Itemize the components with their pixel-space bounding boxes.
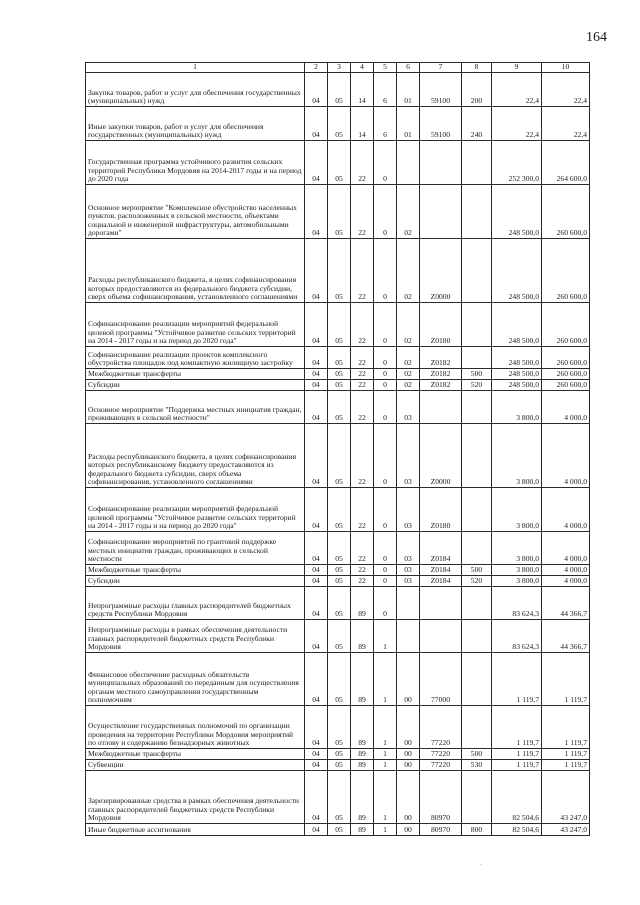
code-cell: 00 bbox=[397, 770, 420, 823]
code-cell bbox=[462, 652, 492, 705]
code-cell bbox=[420, 586, 462, 619]
code-cell bbox=[462, 302, 492, 346]
amount-cell: 248 500,0 bbox=[492, 368, 542, 379]
amount-cell: 1 119,7 bbox=[542, 748, 590, 759]
amount-cell: 248 500,0 bbox=[492, 302, 542, 346]
code-cell: Z0000 bbox=[420, 238, 462, 302]
code-cell bbox=[462, 423, 492, 487]
amount-cell: 3 800,0 bbox=[492, 575, 542, 586]
code-cell: 77000 bbox=[420, 652, 462, 705]
amount-cell: 4 000,0 bbox=[542, 531, 590, 564]
code-cell: 05 bbox=[328, 302, 351, 346]
code-cell: 77220 bbox=[420, 748, 462, 759]
code-cell bbox=[462, 705, 492, 748]
table-row bbox=[86, 759, 590, 770]
code-cell: 530 bbox=[462, 759, 492, 770]
amount-cell: 3 800,0 bbox=[492, 390, 542, 423]
code-cell: 0 bbox=[374, 423, 397, 487]
code-cell: 05 bbox=[328, 379, 351, 390]
code-cell: 04 bbox=[305, 575, 328, 586]
code-cell: 22 bbox=[351, 368, 374, 379]
column-header: 6 bbox=[397, 63, 420, 73]
column-header: 8 bbox=[462, 63, 492, 73]
code-cell bbox=[462, 238, 492, 302]
code-cell: 00 bbox=[397, 748, 420, 759]
amount-cell: 260 600,0 bbox=[542, 238, 590, 302]
code-cell bbox=[462, 619, 492, 652]
code-cell: 89 bbox=[351, 652, 374, 705]
code-cell: 05 bbox=[328, 652, 351, 705]
code-cell: Z0184 bbox=[420, 531, 462, 564]
amount-cell: 260 600,0 bbox=[542, 346, 590, 368]
row-name-cell: Межбюджетные трансферты bbox=[86, 564, 305, 575]
code-cell bbox=[462, 487, 492, 531]
row-name-cell: Субсидии bbox=[86, 379, 305, 390]
code-cell: 00 bbox=[397, 652, 420, 705]
code-cell: 00 bbox=[397, 705, 420, 748]
code-cell: 89 bbox=[351, 586, 374, 619]
row-name-cell: Расходы республиканского бюджета, в целях софинансирования которых республиканскому бюджету предоставляются из федерального бюджета субсидии, сверх объема софинансирования, установленного соглашениями bbox=[86, 423, 305, 487]
row-name-cell: Закупка товаров, работ и услуг для обеспечения государственных (муниципальных) нужд bbox=[86, 72, 305, 106]
code-cell: 77220 bbox=[420, 759, 462, 770]
header-row bbox=[86, 63, 590, 73]
code-cell: 04 bbox=[305, 72, 328, 106]
table-row bbox=[86, 748, 590, 759]
code-cell: 22 bbox=[351, 238, 374, 302]
row-name-cell: Субвенции bbox=[86, 759, 305, 770]
table-body bbox=[86, 72, 590, 835]
code-cell: Z0180 bbox=[420, 302, 462, 346]
code-cell: 00 bbox=[397, 823, 420, 835]
code-cell: 05 bbox=[328, 238, 351, 302]
code-cell: 89 bbox=[351, 823, 374, 835]
code-cell bbox=[462, 346, 492, 368]
row-name-cell: Межбюджетные трансферты bbox=[86, 748, 305, 759]
code-cell bbox=[462, 140, 492, 184]
amount-cell: 82 504,6 bbox=[492, 770, 542, 823]
row-name-cell: Зарезервированные средства в рамках обеспечения деятельности главных распорядителей бюджетных средств Республики Мордовия bbox=[86, 770, 305, 823]
row-name-cell: Субсидии bbox=[86, 575, 305, 586]
code-cell: 05 bbox=[328, 759, 351, 770]
code-cell: 22 bbox=[351, 390, 374, 423]
amount-cell: 264 600,0 bbox=[542, 140, 590, 184]
amount-cell: 1 119,7 bbox=[492, 759, 542, 770]
code-cell: 05 bbox=[328, 390, 351, 423]
code-cell bbox=[462, 184, 492, 238]
code-cell: 04 bbox=[305, 531, 328, 564]
amount-cell: 22,4 bbox=[542, 106, 590, 140]
code-cell: 0 bbox=[374, 368, 397, 379]
code-cell: 1 bbox=[374, 759, 397, 770]
row-name-cell: Непрограммные расходы в рамках обеспечения деятельности главных распорядителей бюджетных средств Республики Мордовия bbox=[86, 619, 305, 652]
code-cell: 05 bbox=[328, 705, 351, 748]
code-cell: 200 bbox=[462, 72, 492, 106]
amount-cell: 83 624,3 bbox=[492, 619, 542, 652]
amount-cell: 260 600,0 bbox=[542, 368, 590, 379]
code-cell: 89 bbox=[351, 705, 374, 748]
amount-cell: 22,4 bbox=[492, 106, 542, 140]
table-row bbox=[86, 652, 590, 705]
code-cell: 02 bbox=[397, 238, 420, 302]
code-cell: 0 bbox=[374, 586, 397, 619]
table-row bbox=[86, 770, 590, 823]
code-cell: 02 bbox=[397, 379, 420, 390]
code-cell: 02 bbox=[397, 368, 420, 379]
code-cell: 05 bbox=[328, 368, 351, 379]
table-row bbox=[86, 575, 590, 586]
code-cell: 14 bbox=[351, 106, 374, 140]
code-cell bbox=[462, 770, 492, 823]
amount-cell: 1 119,7 bbox=[542, 759, 590, 770]
column-header: 9 bbox=[492, 63, 542, 73]
code-cell: 0 bbox=[374, 302, 397, 346]
code-cell: 03 bbox=[397, 564, 420, 575]
column-header: 5 bbox=[374, 63, 397, 73]
code-cell: 05 bbox=[328, 531, 351, 564]
page-number: 164 bbox=[586, 30, 607, 45]
column-header: 10 bbox=[542, 63, 590, 73]
table-row bbox=[86, 140, 590, 184]
row-name-cell: Иные бюджетные ассигнования bbox=[86, 823, 305, 835]
amount-cell: 3 800,0 bbox=[492, 564, 542, 575]
table-row bbox=[86, 302, 590, 346]
amount-cell: 44 366,7 bbox=[542, 619, 590, 652]
code-cell: 0 bbox=[374, 390, 397, 423]
code-cell bbox=[462, 390, 492, 423]
code-cell: 22 bbox=[351, 487, 374, 531]
code-cell: 0 bbox=[374, 564, 397, 575]
code-cell: 04 bbox=[305, 390, 328, 423]
table-row bbox=[86, 586, 590, 619]
code-cell: 04 bbox=[305, 770, 328, 823]
amount-cell: 44 366,7 bbox=[542, 586, 590, 619]
row-name-cell: Основное мероприятие "Поддержка местных инициатив граждан, проживающих в сельской местности" bbox=[86, 390, 305, 423]
code-cell: Z0000 bbox=[420, 423, 462, 487]
code-cell: 0 bbox=[374, 346, 397, 368]
code-cell: 89 bbox=[351, 748, 374, 759]
amount-cell: 248 500,0 bbox=[492, 238, 542, 302]
code-cell: 04 bbox=[305, 652, 328, 705]
amount-cell: 3 800,0 bbox=[492, 423, 542, 487]
code-cell: 89 bbox=[351, 619, 374, 652]
code-cell: 0 bbox=[374, 140, 397, 184]
code-cell: 04 bbox=[305, 238, 328, 302]
table-row bbox=[86, 564, 590, 575]
code-cell: 05 bbox=[328, 748, 351, 759]
code-cell: 0 bbox=[374, 575, 397, 586]
amount-cell: 3 800,0 bbox=[492, 487, 542, 531]
amount-cell: 248 500,0 bbox=[492, 379, 542, 390]
code-cell: 500 bbox=[462, 368, 492, 379]
code-cell: 04 bbox=[305, 140, 328, 184]
code-cell: 22 bbox=[351, 184, 374, 238]
code-cell: 80970 bbox=[420, 770, 462, 823]
table-row bbox=[86, 423, 590, 487]
code-cell: 22 bbox=[351, 302, 374, 346]
amount-cell: 22,4 bbox=[542, 72, 590, 106]
amount-cell: 22,4 bbox=[492, 72, 542, 106]
code-cell: 240 bbox=[462, 106, 492, 140]
code-cell: 520 bbox=[462, 575, 492, 586]
code-cell: 14 bbox=[351, 72, 374, 106]
code-cell: Z0180 bbox=[420, 487, 462, 531]
code-cell bbox=[462, 531, 492, 564]
amount-cell: 4 000,0 bbox=[542, 575, 590, 586]
code-cell bbox=[420, 390, 462, 423]
code-cell: 04 bbox=[305, 423, 328, 487]
code-cell: 03 bbox=[397, 575, 420, 586]
code-cell: 22 bbox=[351, 140, 374, 184]
amount-cell: 82 504,6 bbox=[492, 823, 542, 835]
code-cell bbox=[420, 184, 462, 238]
row-name-cell: Иные закупки товаров, работ и услуг для обеспечения государственных (муниципальных) нужд bbox=[86, 106, 305, 140]
code-cell: Z0182 bbox=[420, 379, 462, 390]
code-cell: 05 bbox=[328, 823, 351, 835]
column-header: 4 bbox=[351, 63, 374, 73]
code-cell: Z0184 bbox=[420, 564, 462, 575]
code-cell: 22 bbox=[351, 575, 374, 586]
code-cell: 01 bbox=[397, 72, 420, 106]
table-row bbox=[86, 619, 590, 652]
table-row bbox=[86, 823, 590, 835]
code-cell: 1 bbox=[374, 748, 397, 759]
code-cell: 05 bbox=[328, 140, 351, 184]
code-cell: 0 bbox=[374, 238, 397, 302]
code-cell: 04 bbox=[305, 487, 328, 531]
code-cell: 04 bbox=[305, 748, 328, 759]
code-cell: 22 bbox=[351, 531, 374, 564]
budget-table bbox=[85, 62, 590, 836]
table-row bbox=[86, 531, 590, 564]
scan-mark: . bbox=[480, 858, 482, 867]
code-cell: 01 bbox=[397, 106, 420, 140]
table-row bbox=[86, 368, 590, 379]
code-cell: 500 bbox=[462, 748, 492, 759]
amount-cell: 260 600,0 bbox=[542, 184, 590, 238]
amount-cell: 260 600,0 bbox=[542, 302, 590, 346]
code-cell bbox=[397, 619, 420, 652]
code-cell: 04 bbox=[305, 379, 328, 390]
code-cell: 02 bbox=[397, 184, 420, 238]
code-cell: 59100 bbox=[420, 106, 462, 140]
code-cell: 6 bbox=[374, 106, 397, 140]
code-cell: Z0182 bbox=[420, 346, 462, 368]
column-header: 7 bbox=[420, 63, 462, 73]
row-name-cell: Межбюджетные трансферты bbox=[86, 368, 305, 379]
table-row bbox=[86, 487, 590, 531]
code-cell: 89 bbox=[351, 770, 374, 823]
amount-cell: 1 119,7 bbox=[542, 652, 590, 705]
amount-cell: 4 000,0 bbox=[542, 423, 590, 487]
row-name-cell: Государственная программа устойчивого развития сельских территорий Республики Мордовия на 2014-2017 годы и на период до 2020 года bbox=[86, 140, 305, 184]
code-cell: 800 bbox=[462, 823, 492, 835]
amount-cell: 252 300,0 bbox=[492, 140, 542, 184]
amount-cell: 1 119,7 bbox=[542, 705, 590, 748]
code-cell: 500 bbox=[462, 564, 492, 575]
table-row bbox=[86, 346, 590, 368]
table-row bbox=[86, 238, 590, 302]
row-name-cell: Основное мероприятие "Комплексное обустройство населенных пунктов, расположенных в сельской местности, объектами социальной и инженерной инфраструктуры, автомобильными дорогами" bbox=[86, 184, 305, 238]
code-cell: 89 bbox=[351, 759, 374, 770]
code-cell: Z0182 bbox=[420, 368, 462, 379]
column-header: 1 bbox=[86, 63, 305, 73]
row-name-cell: Софинансирование реализации мероприятий федеральной целевой программы "Устойчивое развитие сельских территорий на 2014 - 2017 годы и на период до 2020 года" bbox=[86, 302, 305, 346]
amount-cell: 3 800,0 bbox=[492, 531, 542, 564]
code-cell: 1 bbox=[374, 823, 397, 835]
amount-cell: 1 119,7 bbox=[492, 748, 542, 759]
code-cell: Z0184 bbox=[420, 575, 462, 586]
code-cell: 05 bbox=[328, 72, 351, 106]
code-cell: 03 bbox=[397, 487, 420, 531]
code-cell: 05 bbox=[328, 487, 351, 531]
code-cell: 03 bbox=[397, 423, 420, 487]
code-cell: 04 bbox=[305, 619, 328, 652]
amount-cell: 248 500,0 bbox=[492, 184, 542, 238]
amount-cell: 4 000,0 bbox=[542, 487, 590, 531]
amount-cell: 43 247,0 bbox=[542, 823, 590, 835]
code-cell: 520 bbox=[462, 379, 492, 390]
code-cell: 22 bbox=[351, 564, 374, 575]
code-cell: 02 bbox=[397, 302, 420, 346]
row-name-cell: Финансовое обеспечение расходных обязательств муниципальных образований по переданным для осуществления органам местного самоуправления государственным полномочиям bbox=[86, 652, 305, 705]
amount-cell: 43 247,0 bbox=[542, 770, 590, 823]
code-cell: 80970 bbox=[420, 823, 462, 835]
code-cell: 22 bbox=[351, 346, 374, 368]
code-cell: 1 bbox=[374, 652, 397, 705]
amount-cell: 4 000,0 bbox=[542, 390, 590, 423]
row-name-cell: Расходы республиканского бюджета, в целях софинансирования которых предоставляются из федерального бюджета субсидии, сверх объема софинансирования, установленного соглашениями bbox=[86, 238, 305, 302]
code-cell bbox=[397, 140, 420, 184]
code-cell bbox=[420, 619, 462, 652]
amount-cell: 1 119,7 bbox=[492, 652, 542, 705]
code-cell: 1 bbox=[374, 705, 397, 748]
amount-cell: 83 624,3 bbox=[492, 586, 542, 619]
code-cell: 04 bbox=[305, 705, 328, 748]
table-row bbox=[86, 106, 590, 140]
column-header: 3 bbox=[328, 63, 351, 73]
code-cell: 02 bbox=[397, 346, 420, 368]
code-cell: 05 bbox=[328, 586, 351, 619]
table-row bbox=[86, 705, 590, 748]
row-name-cell: Непрограммные расходы главных распорядителей бюджетных средств Республики Мордовия bbox=[86, 586, 305, 619]
column-header: 2 bbox=[305, 63, 328, 73]
code-cell: 04 bbox=[305, 564, 328, 575]
code-cell: 0 bbox=[374, 487, 397, 531]
row-name-cell: Софинансирование реализации проектов комплексного обустройства площадок под компактную жилищную застройку bbox=[86, 346, 305, 368]
code-cell: 05 bbox=[328, 619, 351, 652]
code-cell: 04 bbox=[305, 302, 328, 346]
code-cell bbox=[462, 586, 492, 619]
code-cell: 0 bbox=[374, 379, 397, 390]
code-cell: 04 bbox=[305, 368, 328, 379]
code-cell: 0 bbox=[374, 531, 397, 564]
row-name-cell: Осуществление государственных полномочий по организации проведения на территории Республики Мордовия мероприятий по отлову и содержанию безнадзорных животных bbox=[86, 705, 305, 748]
row-name-cell: Софинансирование реализации мероприятий федеральной целевой программы "Устойчивое развитие сельских территорий на 2014 - 2017 годы и на период до 2020 года" bbox=[86, 487, 305, 531]
amount-cell: 4 000,0 bbox=[542, 564, 590, 575]
table-row bbox=[86, 379, 590, 390]
table-row bbox=[86, 72, 590, 106]
code-cell: 05 bbox=[328, 346, 351, 368]
code-cell: 0 bbox=[374, 184, 397, 238]
code-cell: 6 bbox=[374, 72, 397, 106]
code-cell: 05 bbox=[328, 423, 351, 487]
amount-cell: 260 600,0 bbox=[542, 379, 590, 390]
code-cell: 77220 bbox=[420, 705, 462, 748]
amount-cell: 1 119,7 bbox=[492, 705, 542, 748]
code-cell: 00 bbox=[397, 759, 420, 770]
code-cell: 05 bbox=[328, 770, 351, 823]
code-cell: 22 bbox=[351, 379, 374, 390]
code-cell: 22 bbox=[351, 423, 374, 487]
table-row bbox=[86, 184, 590, 238]
table-row bbox=[86, 390, 590, 423]
code-cell: 05 bbox=[328, 575, 351, 586]
code-cell bbox=[397, 586, 420, 619]
code-cell bbox=[420, 140, 462, 184]
row-name-cell: Софинансирование мероприятий по грантовой поддержке местных инициатив граждан, проживающих в сельской местности bbox=[86, 531, 305, 564]
code-cell: 59100 bbox=[420, 72, 462, 106]
amount-cell: 248 500,0 bbox=[492, 346, 542, 368]
code-cell: 04 bbox=[305, 346, 328, 368]
code-cell: 04 bbox=[305, 759, 328, 770]
code-cell: 04 bbox=[305, 106, 328, 140]
code-cell: 03 bbox=[397, 390, 420, 423]
code-cell: 1 bbox=[374, 770, 397, 823]
code-cell: 04 bbox=[305, 823, 328, 835]
code-cell: 03 bbox=[397, 531, 420, 564]
code-cell: 05 bbox=[328, 564, 351, 575]
code-cell: 04 bbox=[305, 586, 328, 619]
code-cell: 05 bbox=[328, 184, 351, 238]
code-cell: 05 bbox=[328, 106, 351, 140]
code-cell: 04 bbox=[305, 184, 328, 238]
code-cell: 1 bbox=[374, 619, 397, 652]
